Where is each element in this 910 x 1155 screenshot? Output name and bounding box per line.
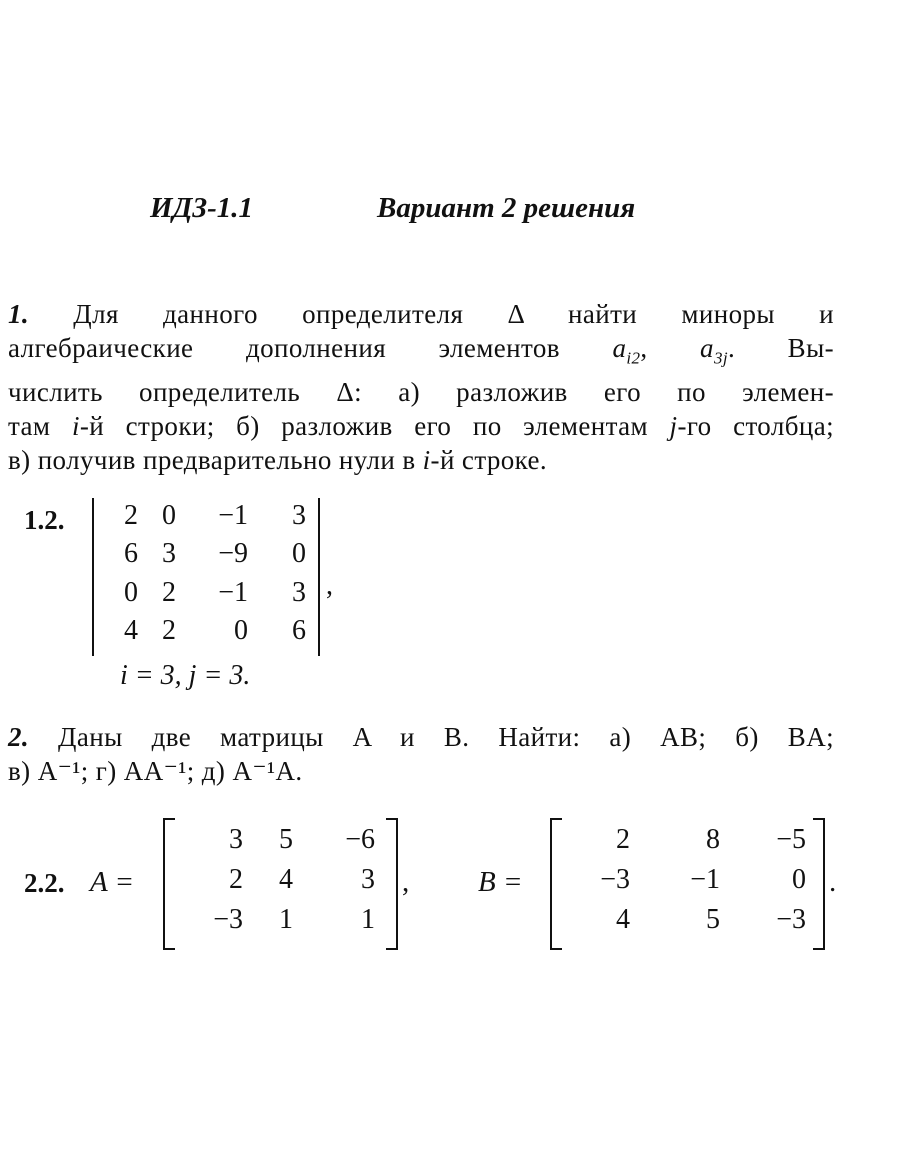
document-id: ИДЗ-1.1 <box>150 192 254 224</box>
matrix-a-cell: 3 <box>361 864 375 895</box>
matrix-a <box>163 818 398 946</box>
problem-2-line-2: в) A⁻¹; г) AA⁻¹; д) A⁻¹A. <box>8 756 303 786</box>
determinant-right-bar <box>318 498 320 656</box>
variant-title: Вариант 2 решения <box>377 192 636 224</box>
problem-1-line-3: числить определитель Δ: а) разложив его по элемен- <box>8 377 834 408</box>
determinant <box>92 498 320 656</box>
matrix-b-right-bracket <box>813 818 825 950</box>
det-cell: −1 <box>218 577 248 608</box>
det-cell: −9 <box>218 538 248 569</box>
matrix-separator-comma: , <box>402 866 410 898</box>
matrix-a-cell: 1 <box>361 904 375 935</box>
matrix-a-label: A = <box>90 866 135 898</box>
determinant-label: 1.2. <box>24 505 65 535</box>
det-cell: 6 <box>292 615 306 646</box>
matrix-a-cell: −3 <box>213 904 243 935</box>
det-cell: 2 <box>162 577 176 608</box>
problem-1-line-1: 1. Для данного определителя Δ найти миноры и <box>8 299 834 329</box>
index-condition: i = 3, j = 3. <box>120 660 251 691</box>
matrix-b-cell: 5 <box>706 904 720 935</box>
problem-1-line-5: в) получив предварительно нули в i-й строке. <box>8 445 548 476</box>
matrix-end-period: . <box>829 866 837 898</box>
matrix-b-cell: −1 <box>690 864 720 895</box>
det-cell: 0 <box>292 538 306 569</box>
matrix-a-cell: 1 <box>279 904 293 935</box>
matrix-a-cell: 3 <box>229 824 243 855</box>
problem-2-line-1: 2. Даны две матрицы A и B. Найти: а) AB; б) BA; <box>8 722 834 752</box>
matrix-a-right-bracket <box>386 818 398 950</box>
matrix-b-cell: 4 <box>616 904 630 935</box>
det-cell: 0 <box>162 500 176 531</box>
problem-1-text <box>8 297 834 477</box>
matrix-b-cell: 2 <box>616 824 630 855</box>
matrix-b-cell: 8 <box>706 824 720 855</box>
matrix-a-cell: 2 <box>229 864 243 895</box>
det-cell: 4 <box>124 615 138 646</box>
problem-2-text <box>8 720 834 788</box>
matrix-b-cell: −3 <box>600 864 630 895</box>
problem-1-line-2: алгебраические дополнения элементов $a_{i2}$, $a_{3j}$. Вы- <box>8 333 834 368</box>
det-cell: −1 <box>218 500 248 531</box>
matrix-a-cell: 5 <box>279 824 293 855</box>
problem-2-number: 2. <box>8 722 30 752</box>
det-cell: 2 <box>162 615 176 646</box>
det-cell: 0 <box>234 615 248 646</box>
matrix-a-left-bracket <box>163 818 175 950</box>
det-cell: 0 <box>124 577 138 608</box>
matrix-b-label: B = <box>478 866 523 898</box>
det-cell: 6 <box>124 538 138 569</box>
matrix-b-cell: −5 <box>776 824 806 855</box>
matrix-b-cell: 0 <box>792 864 806 895</box>
matrix-a-cell: 4 <box>279 864 293 895</box>
problem-1-number: 1. <box>8 299 30 329</box>
matrix-b <box>550 818 825 946</box>
matrix-b-cell: −3 <box>776 904 806 935</box>
det-cell: 2 <box>124 500 138 531</box>
matrices-label: 2.2. <box>24 868 65 898</box>
det-cell: 3 <box>292 500 306 531</box>
det-cell: 3 <box>292 577 306 608</box>
matrix-a-cell: −6 <box>345 824 375 855</box>
matrix-b-left-bracket <box>550 818 562 950</box>
det-cell: 3 <box>162 538 176 569</box>
problem-1-line-4: там i-й строки; б) разложив его по элементам j-го столбца; <box>8 411 834 442</box>
determinant-trailing-comma: , <box>326 570 333 601</box>
